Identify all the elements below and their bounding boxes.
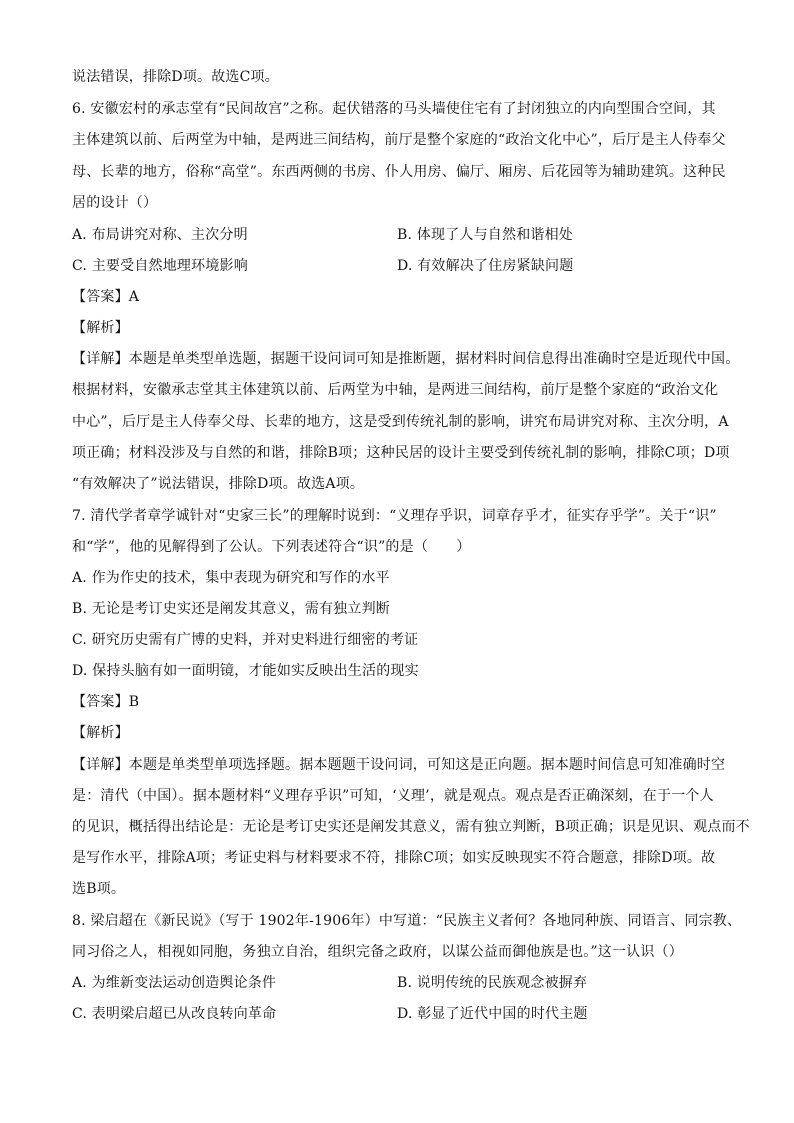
- question-7-option-d: D. 保持头脑有如一面明镜，才能如实反映出生活的现实: [72, 663, 419, 679]
- question-6-stem: 6. 安徽宏村的承志堂有“民间故宫”之称。起伏错落的马头墙使住宅有了封闭独立的内向型围合空间，其: [72, 101, 716, 117]
- explanation-line: 是：清代（中国）。据本题材料“义理存乎识”可知，‘义理’，就是观点。观点是否正确深刻，在于一个人: [72, 788, 714, 804]
- text-line: 说法错误，排除D项。故选C项。: [72, 69, 279, 85]
- explanation-line: 选B项。: [72, 881, 126, 897]
- question-8-option-b: B. 说明传统的民族观念被摒弃: [397, 975, 588, 991]
- explanation-line: 中心”，后厅是主人侍奉父母、长辈的地方，这是受到传统礼制的影响，讲究布局讲究对称、主次分明，A: [72, 414, 729, 430]
- question-8-stem: 同习俗之人，相视如同胞，务独立自治，组织完备之政府，以谋公益而御他族是也。”这一认识（）: [72, 944, 683, 960]
- question-7-stem: 和“学”，他的见解得到了公认。下列表述符合“识”的是（ ）: [72, 539, 471, 555]
- answer-label: 【答案】A: [72, 289, 140, 305]
- question-8-stem: 8. 梁启超在《新民说》（写于 1902年-1906年）中写道：“民族主义者何？各地同种族、同语言、同宗教、: [72, 913, 742, 929]
- question-7-option-a: A. 作为作史的技术，集中表现为研究和写作的水平: [72, 570, 390, 586]
- question-7-option-c: C. 研究历史需有广博的史料，并对史料进行细密的考证: [72, 632, 419, 648]
- explanation-line: 是写作水平，排除A项；考证史料与材料要求不符，排除C项；如实反映现实不符合题意，排除D项。故: [72, 850, 716, 866]
- explanation-line: 【详解】本题是单类型单项选择题。据本题题干设问词，可知这是正向题。据本题时间信息可知准确时空: [72, 757, 726, 773]
- explanation-line: 根据材料，安徽承志堂其主体建筑以前、后两堂为中轴，是两进三间结构，前厅是整个家庭的“政治文化: [72, 382, 719, 398]
- explanation-line: 项正确；材料没涉及与自然的和谐，排除B项；这种民居的设计主要受到传统礼制的影响，排除C项；D项: [72, 445, 730, 461]
- explanation-line: “有效解决了”说法错误，排除D项。故选A项。: [72, 476, 365, 492]
- question-6-stem: 主体建筑以前、后两堂为中轴，是两进三间结构，前厅是整个家庭的“政治文化中心”，后厅是主人侍奉父: [72, 132, 726, 148]
- question-7-stem: 7. 清代学者章学诚针对“史家三长”的理解时说到：“义理存乎识，词章存乎才，征实存乎学”。关于“识”: [72, 508, 717, 524]
- answer-label: 【答案】B: [72, 694, 140, 710]
- question-6-option-d: D. 有效解决了住房紧缺问题: [397, 258, 574, 274]
- question-7-option-b: B. 无论是考订史实还是阐发其意义，需有独立判断: [72, 601, 390, 617]
- question-6-stem: 母、长辈的地方，俗称“高堂”。东西两侧的书房、仆人用房、偏厅、厢房、后花园等为辅助建筑。这种民: [72, 164, 726, 180]
- question-6-stem: 居的设计（）: [72, 195, 158, 211]
- question-6-option-c: C. 主要受自然地理环境影响: [72, 258, 248, 274]
- explanation-line: 【详解】本题是单类型单选题，据题干设问词可知是推断题，据材料时间信息得出准确时空是近现代中国。: [72, 351, 740, 367]
- question-6-option-b: B. 体现了人与自然和谐相处: [397, 227, 573, 243]
- question-6-option-a: A. 布局讲究对称、主次分明: [72, 227, 248, 243]
- question-8-option-a: A. 为维新变法运动创造舆论条件: [72, 975, 277, 991]
- explanation-line: 的见识，概括得出结论是：无论是考订史实还是阐发其意义，需有独立判断，B项正确；识是见识、观点而不: [72, 819, 750, 835]
- question-8-option-d: D. 彰显了近代中国的时代主题: [397, 1006, 588, 1022]
- analysis-label: 【解析】: [72, 320, 129, 336]
- question-8-option-c: C. 表明梁启超已从改良转向革命: [72, 1006, 277, 1022]
- analysis-label: 【解析】: [72, 725, 129, 741]
